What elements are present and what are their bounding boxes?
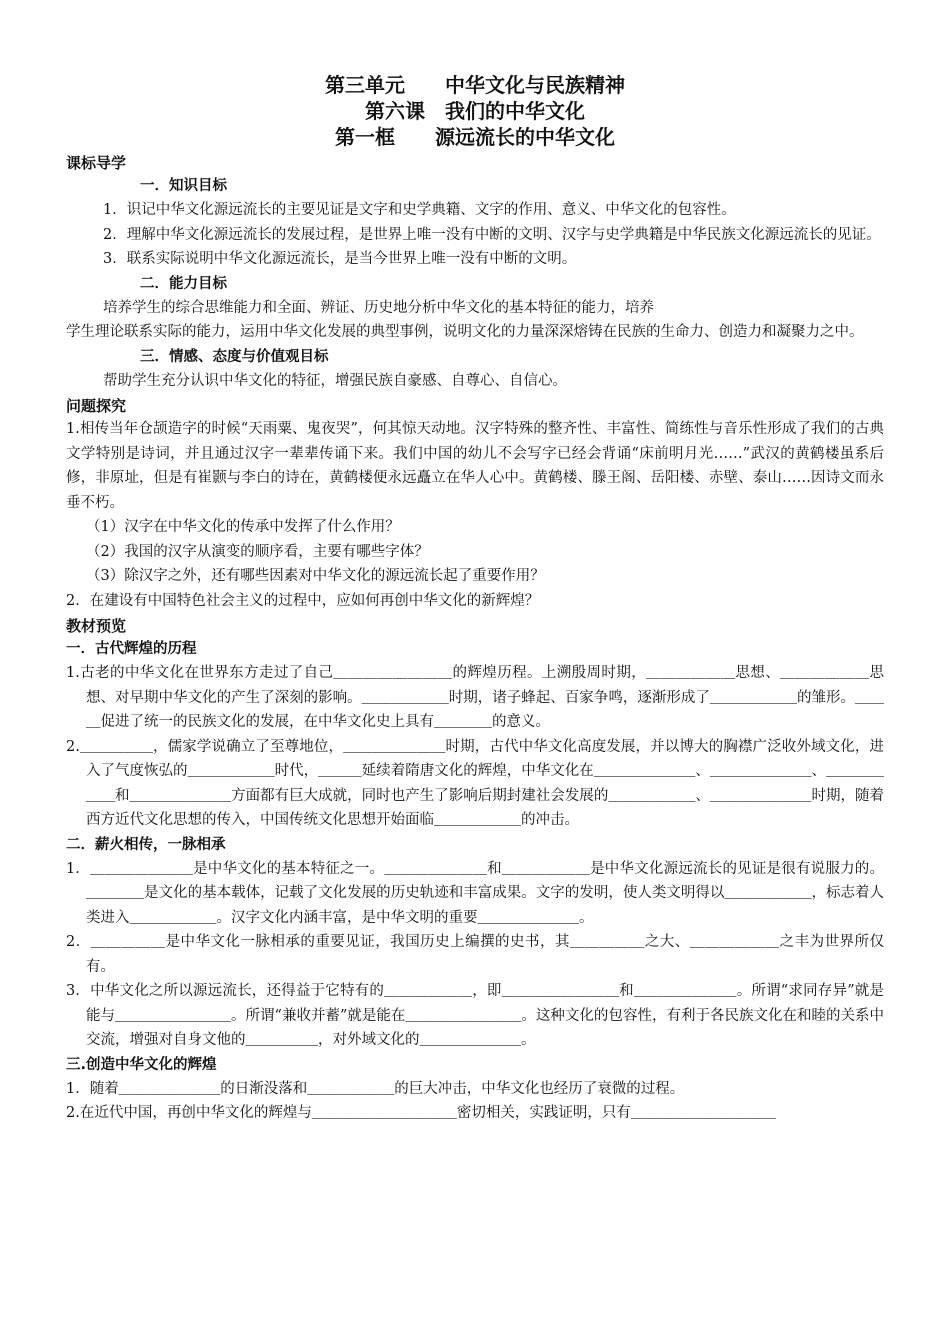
ability-text: 培养学生的综合思维能力和全面、辨证、历史地分析中华文化的基本特征的能力，培养 bbox=[103, 299, 654, 316]
fill-blank-paragraph: 1．随着＿＿＿＿＿＿＿的日渐没落和＿＿＿＿＿＿的巨大冲击，中华文化也经历了衰微的过程。 bbox=[66, 1080, 685, 1097]
inquiry-question: 2．在建设有中国特色社会主义的过程中，应如何再创中华文化的新辉煌？ bbox=[66, 592, 540, 609]
emotion-heading: 三．情感、态度与价值观目标 bbox=[140, 348, 329, 365]
preview-part-heading: 一．古代辉煌的历程 bbox=[66, 641, 197, 657]
knowledge-item: 1．识记中华文化源远流长的主要见证是文字和史学典籍、文字的作用、意义、中华文化的包容性。 bbox=[103, 202, 736, 218]
inquiry-question: 1.相传当年仓颉造字的时候“天雨粟、鬼夜哭”，何其惊天动地。汉字特殊的整齐性、丰富性、简练性与音乐性形成了我们的古典文学特别是诗词，并且通过汉字一辈辈传诵下来。我们中国的幼儿不会写字已经会背诵“床前明月光……”武汉的黄鹤楼虽系后修，非原址，但是有崔颢与李白的诗在，黄鹤楼便永远矗立在华人心中。黄鹤楼、滕王阁、岳阳楼、赤壁、泰山……因诗文而永垂不朽。 bbox=[66, 421, 884, 511]
fill-blank-paragraph: 2.＿＿＿＿＿，儒家学说确立了至尊地位，＿＿＿＿＿＿＿时期，古代中华文化高度发展，并以博大的胸襟广泛收外域文化，进入了气度恢弘的＿＿＿＿＿＿时代，＿＿＿延续着隋唐文化的辉煌，中华文化在＿＿＿＿＿＿＿、＿＿＿＿＿＿＿、＿＿＿＿＿＿和＿＿＿＿＿＿＿方面都有巨大成就，同时也产生了影响后期封建社会发展的＿＿＿＿＿＿、＿＿＿＿＿＿＿时期，随着西方近代文化思想的传入，中国传统文化思想开始面临＿＿＿＿＿＿的冲击。 bbox=[66, 738, 884, 828]
unit-title: 第三单元 中华文化与民族精神 bbox=[325, 73, 625, 97]
inquiry-heading: 问题探究 bbox=[66, 397, 127, 415]
inquiry-subquestion: （3）除汉字之外，还有哪些因素对中华文化的源远流长起了重要作用？ bbox=[86, 568, 545, 584]
emotion-text: 帮助学生充分认识中华文化的特征，增强民族自豪感、自尊心、自信心。 bbox=[103, 372, 567, 389]
title-block bbox=[66, 72, 884, 150]
fill-blank-paragraph: 3．中华文化之所以源远流长，还得益于它特有的＿＿＿＿＿＿，即＿＿＿＿＿＿＿＿和＿＿＿＿＿＿＿。所谓“求同存异”就是能与＿＿＿＿＿＿＿＿。所谓“兼收并蓄”就是能在＿＿＿＿＿＿＿＿。这种文化的包容性，有利于各民族文化在和睦的关系中交流，增强对自身文他的＿＿＿＿＿，对外域文化的＿＿＿＿＿＿＿。 bbox=[66, 983, 884, 1048]
knowledge-item: 2．理解中华文化源远流长的发展过程，是世界上唯一没有中断的文明、汉字与史学典籍是中华民族文化源远流长的见证。 bbox=[103, 226, 881, 243]
frame-title: 第一框 源远流长的中华文化 bbox=[335, 125, 615, 149]
knowledge-item: 3．联系实际说明中华文化源远流长，是当今世界上唯一没有中断的文明。 bbox=[103, 251, 577, 267]
guide-heading: 课标导学 bbox=[66, 154, 127, 172]
preview-heading: 教材预览 bbox=[66, 617, 127, 635]
inquiry-subquestion: （2）我国的汉字从演变的顺序看，主要有哪些字体？ bbox=[86, 543, 429, 560]
fill-blank-paragraph: 2.在近代中国，再创中华文化的辉煌与＿＿＿＿＿＿＿＿＿＿密切相关，实践证明，只有＿＿＿＿＿＿＿＿＿＿ bbox=[66, 1105, 776, 1121]
fill-blank-paragraph: 1.古老的中华文化在世界东方走过了自己＿＿＿＿＿＿＿＿的辉煌历程。上溯殷周时期，＿＿＿＿＿＿思想、＿＿＿＿＿＿思想、对早期中华文化的产生了深刻的影响。＿＿＿＿＿＿时期，诸子蜂起、百家争鸣，逐渐形成了＿＿＿＿＿＿的雏形。＿＿＿促进了统一的民族文化的发展，在中华文化史上具有＿＿＿＿的意义。 bbox=[66, 665, 884, 730]
lesson-title: 第六课 我们的中华文化 bbox=[365, 99, 585, 123]
fill-blank-paragraph: 2．＿＿＿＿＿是中华文化一脉相承的重要见证，我国历史上编撰的史书，其＿＿＿＿＿之大、＿＿＿＿＿＿之丰为世界所仅有。 bbox=[66, 934, 884, 975]
inquiry-subquestion: （1）汉字在中华文化的传承中发挥了什么作用？ bbox=[86, 519, 400, 535]
ability-text-cont: 学生理论联系实际的能力，运用中华文化发展的典型事例，说明文化的力量深深熔铸在民族的生命力、创造力和凝聚力之中。 bbox=[66, 324, 864, 340]
preview-part-heading: 二．薪火相传，一脉相承 bbox=[66, 836, 226, 853]
fill-blank-paragraph: 1．＿＿＿＿＿＿＿是中华文化的基本特征之一。＿＿＿＿＿＿＿和＿＿＿＿＿＿是中华文化源远流长的见证是很有说服力的。＿＿＿＿是文化的基本载体，记载了文化发展的历史轨迹和丰富成果。文字的发明，使人类文明得以＿＿＿＿＿＿，标志着人类进入＿＿＿＿＿＿。汉字文化内涵丰富，是中华文明的重要＿＿＿＿＿＿＿。 bbox=[66, 860, 884, 926]
knowledge-heading: 一．知识目标 bbox=[140, 178, 227, 194]
preview-part-heading: 三.创造中华文化的辉煌 bbox=[66, 1056, 217, 1073]
ability-heading: 二．能力目标 bbox=[140, 275, 227, 292]
